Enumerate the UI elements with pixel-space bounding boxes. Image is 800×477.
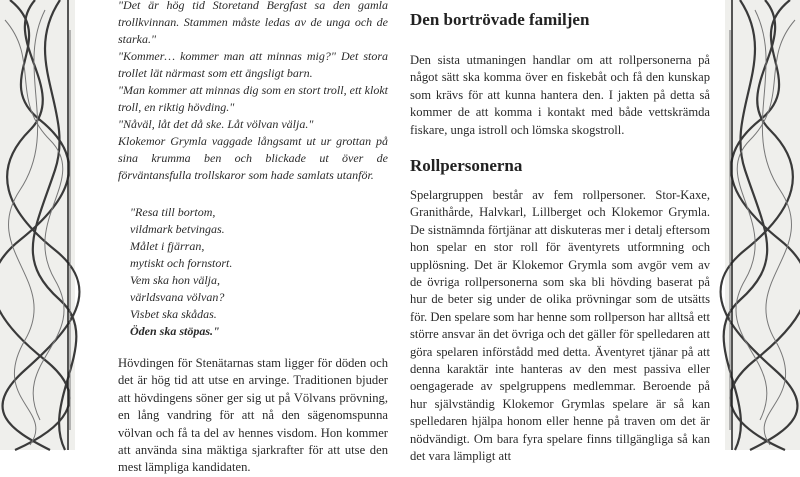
section-heading-characters: Rollpersonerna [410, 156, 523, 175]
section-paragraph-family: Den sista utmaningen handlar om att rollpersonerna på något sätt ska komma över en fiskebåt och få den kunskap som krävs för att kunna hantera den. I jakten på detta så kommer de att komma i kontakt med både vettskrämda fiskare, unga istroll och lömska skogstroll. [410, 53, 710, 137]
quote-line: Klokemor Grymla vaggade långsamt ut ur grottan på sina krumma ben och blickade ut över de förväntansfulla trollskaror som hade samlats utanför. [118, 134, 388, 182]
poem-line: vildmark betvingas. [130, 222, 225, 236]
section-paragraph-characters: Spelargruppen består av fem rollpersoner. Stor-Kaxe, Granithårde, Halvkarl, Lillberget och Klokemor Grymla. De sistnämnda förtjänar att diskuteras mer i detalj eftersom hon spelar en stor roll för äventyrets utformning och upplösning. Det är Klokemor Grymla som avgör vem av de övriga rollpersonerna som ska bli hövding baserat på hur de beter sig under de olika prövningar som de utsätts för. Den spelare som har henne som rollperson har alltså ett större ansvar än det övriga och det gäller för spelledaren att göra spelaren införstådd med detta. Äventyret tjänar på att denna karaktär inte hanteras av den mest passiva eller oengagerade av spelgruppens medlemmar. Beroende på hur självständig Klokemor Grymlas spelare är så kan spelledaren hjälpa honom eller henne på traven om det är nödvändigt. Om bara fyra spelare finns tillgängliga så kan det vara lämpligt att [410, 188, 710, 464]
quote-line: "Det är hög tid Storetand Bergfast sa den gamla trollkvinnan. Stammen måste ledas av de unga och de starka." [118, 0, 388, 46]
knotwork-ornament-left [0, 0, 75, 450]
opening-quote [118, 0, 388, 184]
poem-line: mytiskt och fornstort. [130, 256, 233, 270]
quote-line: "Kommer… kommer man att minnas mig?" Det stora trollet lät närmast som ett ängsligt barn. [118, 49, 388, 80]
right-column [410, 0, 710, 464]
knotwork-ornament-right [725, 0, 800, 450]
poem-line: "Resa till bortom, [130, 205, 216, 219]
poem-line: Öden ska stöpas." [130, 324, 220, 338]
decorative-border-left [0, 0, 75, 450]
poem-line: Visbet ska skådas. [130, 307, 217, 321]
poem-line: Vem ska hon välja, [130, 273, 220, 287]
intro-paragraph: Hövdingen för Stenätarnas stam ligger för döden och det är hög tid att utse en arvinge. Traditionen bjuder att hövdingens söner ger sig ut på Völvans prövning, en lång vandring för att nå den sägenomspunna völvan och få ta del av hennes visdom. Hon kommer att använda sina mäktiga sjarkrafter för att utse den mest lämpliga kandidaten. [118, 356, 388, 475]
quote-line: "Man kommer att minnas dig som en stort troll, ett klokt troll, en riktig hövding." [118, 83, 388, 114]
quote-line: "Nåväl, låt det då ske. Låt völvan välja." [118, 117, 314, 131]
poem-line: världsvana völvan? [130, 290, 225, 304]
left-column [118, 0, 388, 475]
decorative-border-right [725, 0, 800, 450]
poem [130, 204, 388, 340]
section-heading-family: Den bortrövade familjen [410, 10, 590, 29]
poem-line: Målet i fjärran, [130, 239, 205, 253]
